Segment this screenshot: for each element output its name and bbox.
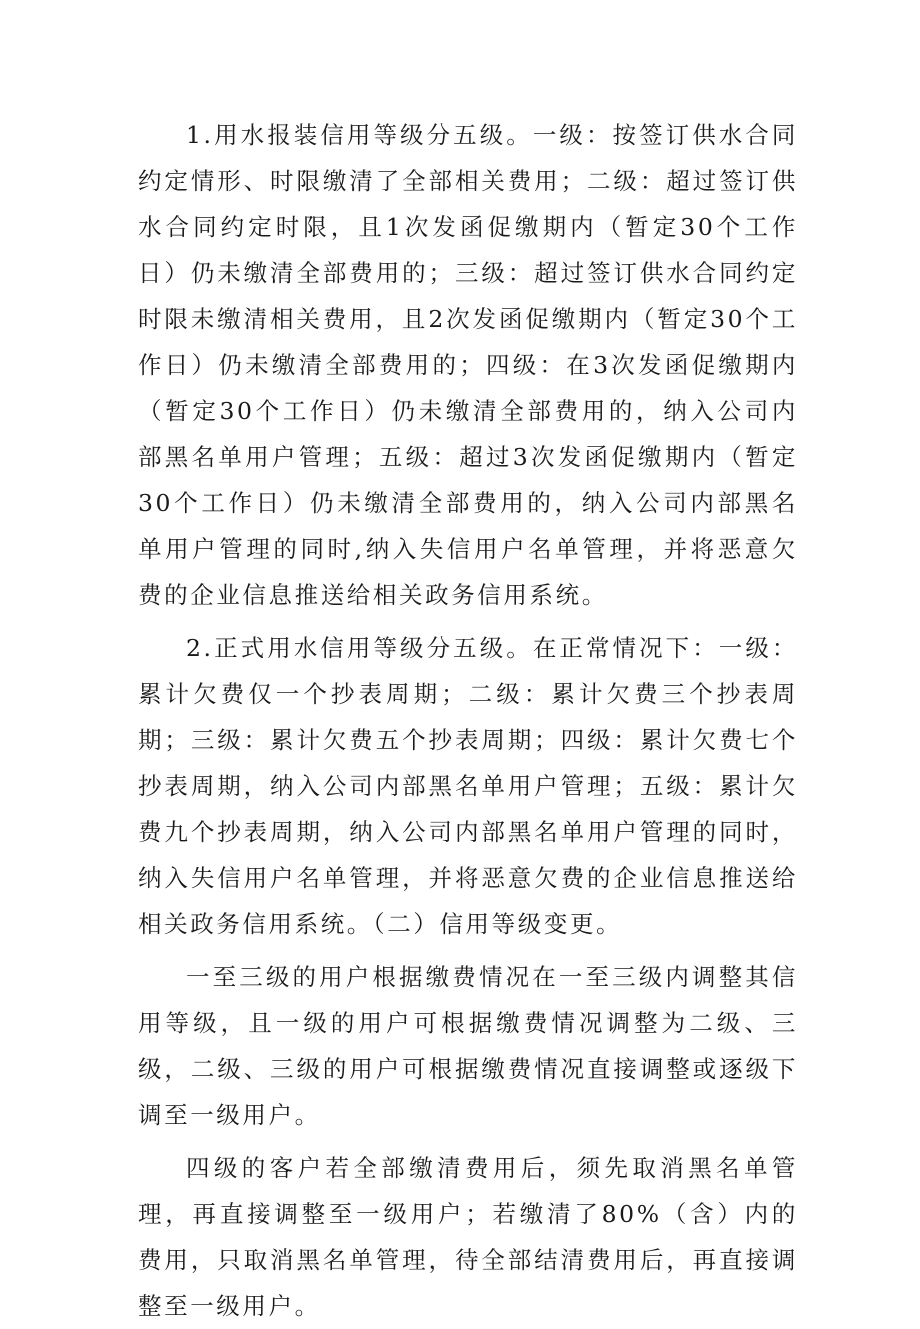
paragraph-reporting-credit-levels: 1.用水报装信用等级分五级。一级：按签订供水合同约定情形、时限缴清了全部相关费用；二级：超过签订供水合同约定时限，且1次发函促缴期内（暂定30个工作日）仍未缴清全部费用的；三级：超过签订供水合同约定时限未缴清相关费用，且2次发函促缴期内（暂定30个工作日）仍未缴清全部费用的；四级：在3次发函促缴期内（暂定30个工作日）仍未缴清全部费用的，纳入公司内部黑名单用户管理；五级：超过3次发函促缴期内（暂定30个工作日）仍未缴清全部费用的，纳入公司内部黑名单用户管理的同时,纳入失信用户名单管理，并将恶意欠费的企业信息推送给相关政务信用系统。 (138, 121, 798, 609)
document-body (138, 112, 798, 1329)
paragraph-level-four-adjustment: 四级的客户若全部缴清费用后，须先取消黑名单管理，再直接调整至一级用户；若缴清了80%（含）内的费用，只取消黑名单管理，待全部结清费用后，再直接调整至一级用户。 (138, 1154, 798, 1320)
paragraph-level-one-to-three-adjustment: 一至三级的用户根据缴费情况在一至三级内调整其信用等级，且一级的用户可根据缴费情况调整为二级、三级，二级、三级的用户可根据缴费情况直接调整或逐级下调至一级用户。 (138, 963, 798, 1129)
paragraph-formal-water-credit-levels: 2.正式用水信用等级分五级。在正常情况下：一级：累计欠费仅一个抄表周期；二级：累计欠费三个抄表周期；三级：累计欠费五个抄表周期；四级：累计欠费七个抄表周期，纳入公司内部黑名单用户管理；五级：累计欠费九个抄表周期，纳入公司内部黑名单用户管理的同时，纳入失信用户名单管理，并将恶意欠费的企业信息推送给相关政务信用系统。（二）信用等级变更。 (138, 634, 798, 938)
